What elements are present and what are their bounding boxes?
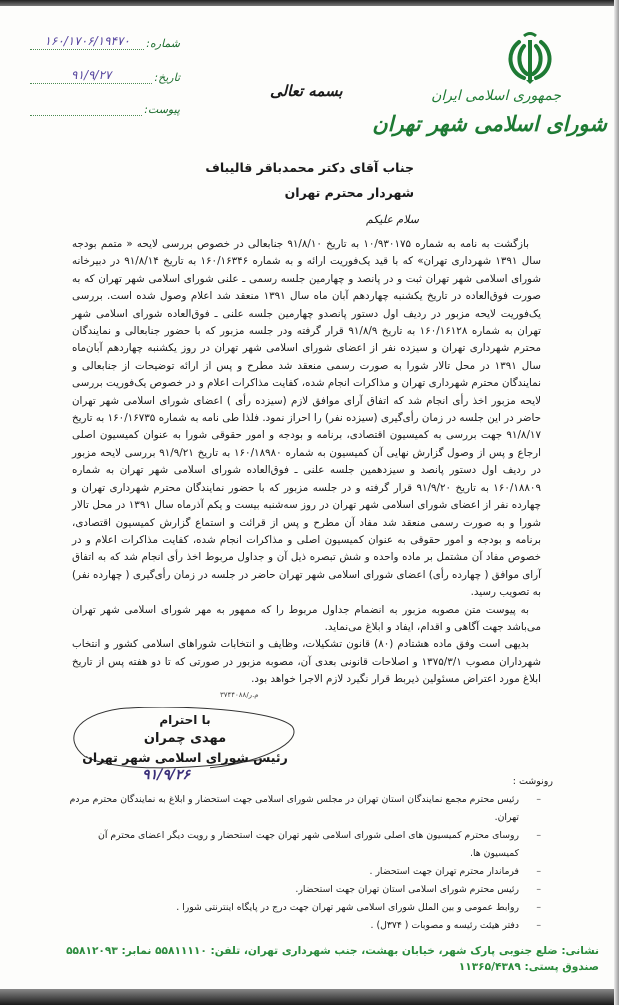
body-paragraph: به پیوست متن مصوبه مزبور به انضمام جداول مربوط را که ممهور به مهر شورای اسلامی شهر تهران می‌باشد جهت آگاهی و اقدام، ایفاد و ابلاغ می‌نماید. <box>72 603 541 633</box>
organization-name: شورای اسلامی شهر تهران <box>372 112 607 136</box>
handwritten-date: ۹۱/۹/۲۶ <box>142 766 190 783</box>
signature-closing: با احترام <box>159 712 211 727</box>
bismillah-heading: بسمه تعالی <box>270 82 343 100</box>
reference-code: م.ر/۳۷۴۴۰۸۸ <box>220 690 259 699</box>
body-paragraph: بدیهی است وفق ماده هشتادم (۸۰) قانون تشکیلات، وظایف و انتخابات شوراهای اسلامی کشور و انتخاب شهرداران مصوب ۱۳۷۵/۳/۱ و اصلاحات قانونی بعدی آن، مصوبه مزبور در صورتی که تا دو هفته پس از تاریخ ابلاغ مورد اعتراض مسئولین ذیربط قرار نگیرد لازم الاجرا خواهد بود. <box>72 638 541 686</box>
greeting: سلام علیکم <box>365 213 419 226</box>
copy-recipient-text: فرماندار محترم تهران جهت استحضار . <box>369 865 519 877</box>
copy-recipient: – روابط عمومی و بین الملل شورای اسلامی شهر تهران جهت درج در پایگاه اینترنتی شورا . <box>60 899 541 917</box>
signature-row <box>60 707 579 787</box>
signature-block <box>60 707 310 787</box>
signatory-name: مهدی چمران <box>143 730 227 746</box>
copy-recipient-text: رئیس محترم مجمع نمایندگان استان تهران در مجلس شورای اسلامی جهت استحضار و ابلاغ به نمایندگان محترم مردم تهران. <box>69 793 519 823</box>
copy-recipient: – دفتر هیئت رئیسه و مصوبات ( ۳۷۴ل) . <box>60 917 541 935</box>
addressee-name: جناب آقای دکتر محمدباقر قالیباف <box>205 160 414 175</box>
attachment-value <box>30 100 142 116</box>
iran-emblem-icon <box>502 28 558 84</box>
letter-body <box>72 236 541 689</box>
copy-recipient-text: رئیس محترم شورای اسلامی استان تهران جهت استحضار. <box>295 883 519 895</box>
copies-list <box>60 791 541 935</box>
copy-recipient: – فرماندار محترم تهران جهت استحضار . <box>60 863 541 881</box>
date-value: ۹۱/۹/۲۷ <box>30 68 152 84</box>
copy-recipient: – رئیس محترم مجمع نمایندگان استان تهران در مجلس شورای اسلامی جهت استحضار و ابلاغ به نمایندگان محترم مردم تهران. <box>60 791 541 827</box>
body-paragraph: بازگشت به نامه به شماره ۱۰/۹۳۰۱۷۵ به تاریخ ۹۱/۸/۱۰ جنابعالی در خصوص بررسی لایحه « متمم بودجه سال ۱۳۹۱ شهرداری تهران» که با قید یک‌فوریت ارائه و به شماره ۱۶۰/۱۶۳۴۶ به تاریخ ۹۱/۸/۱۴ در دبیرخانه شورای اسلامی شهر تهران ثبت و در پانصد و چهارمین جلسه رسمی ـ علنی شورای اسلامی شهر تهران که به صورت فوق‌العاده در تاریخ یکشنبه چهاردهم آبان ماه سال ۱۳۹۱ منعقد شد اعلام وصول شده است. بررسی یک‌فوریت لایحه مزبور در ردیف اول دستور پانصدو چهارمین جلسه علنی ـ فوق‌العاده شورای اسلامی شهر تهران به شماره ۱۶۰/۱۶۱۲۸ به تاریخ ۹۱/۸/۹ قرار گرفته ودر جلسه مزبور که با حضور جنابعالی و نمایندگان محترم شهرداری تهران و سیزده نفر از اعضای شورای اسلامی شهر تهران در روز یکشنبه چهاردهم آبان‌ماه سال ۱۳۹۱ در محل تالار شورا به صورت رسمی منعقد شد مطرح و پس از ارائه توضیحات از جنابعالی و نمایندگان محترم شهرداری تهران و مذاکرات انجام شده، کفایت مذاکرات اعلام و در خصوص یک‌فوریت بررسی لایحه مزبور اخذ رأی انجام شد که اتفاق آرای موافق لازم (سیزده رأی ) اعضای شورای اسلامی شهر تهران حاضر در این جلسه در زمان رأی‌گیری (سیزده نفر) را احراز نمود. فلذا طی نامه به شماره ۱۶۰/۱۶۷۳۵ به تاریخ ۹۱/۸/۱۷ جهت بررسی به کمیسیون اقتصادی، برنامه و بودجه و امور حقوقی شورا به عنوان کمیسیون اصلی ارجاع و پس از وصول گزارش نهایی آن کمیسیون به شماره ۱۶۰/۱۸۹۸۰ به تاریخ ۹۱/۹/۲۱ بررسی لایحه مزبور در ردیف اول دستور پانصد و سیزدهمین جلسه علنی ـ فوق‌العاده شورای اسلامی شهر تهران به شماره ۱۶۰/۱۸۸۰۹ به تاریخ ۹۱/۹/۲۰ قرار گرفته و در جلسه مزبور که با حضور نمایندگان محترم شهرداری تهران و چهارده نفر از اعضای شورای اسلامی شهر تهران در روز سه‌شنبه بیست و یکم آذرماه سال ۱۳۹۱ در محل تالار شورا و به صورت رسمی منعقد شد مفاد آن مطرح و پس از قرائت و استماع گزارش کمیسیون اقتصادی، برنامه و بودجه و امور حقوقی به عنوان کمیسیون اصلی و مذاکرات انجام شده، کفایت مذاکرات اعلام و در خصوص مفاد آن مشتمل بر ماده واحده و شش تبصره ذیل آن و جداول مربوط اخذ رأی انجام شد که به اتفاق آرای موافق ( چهارده رأی) اعضای شورای اسلامی شهر تهران حاضر در جلسه در زمان رأی‌گیری ( چهارده نفر) به تصویب رسید. <box>72 238 542 599</box>
country-name: جمهوری اسلامی ایران <box>431 88 561 104</box>
letter-date-field <box>30 66 180 84</box>
attachment-field <box>30 98 180 116</box>
letterhead <box>0 0 619 236</box>
scan-edge-bottom <box>0 989 619 1005</box>
copy-recipient: – روسای محترم کمیسیون های اصلی شورای اسلامی شهر تهران جهت استحضار و رویت دیگر اعضای محترم آن کمیسیون ها. <box>60 827 541 863</box>
copy-recipient: – رئیس محترم شورای اسلامی استان تهران جهت استحضار. <box>60 881 541 899</box>
signatory-position: رئیس شورای اسلامی شهر تهران <box>82 749 288 765</box>
copy-recipient-text: روسای محترم کمیسیون های اصلی شورای اسلامی شهر تهران جهت استحضار و رویت دیگر اعضای محترم آن کمیسیون ها. <box>98 829 519 859</box>
copies-label: رونوشت : <box>512 775 553 787</box>
letter-number-field <box>30 32 180 50</box>
number-value: ۱۶۰/۱۷۰۶/۱۹۴۷۰ <box>30 34 144 50</box>
addressee-title: شهردار محترم تهران <box>284 185 414 200</box>
footer-address: نشانی: ضلع جنوبی پارک شهر، خیابان بهشت، جنب شهرداری تهران، تلفن: ۵۵۸۱۱۱۱۰ نمابر: ۵۵۸۱۲۰۹۳ صندوق پستی: ۱۱۳۶۵/۴۳۸۹ <box>66 944 599 973</box>
attachment-label: پیوست: <box>144 103 180 116</box>
number-label: شماره: <box>146 37 180 50</box>
copy-recipient-text: روابط عمومی و بین الملل شورای اسلامی شهر تهران جهت درج در پایگاه اینترنتی شورا . <box>176 901 519 913</box>
date-label: تاریخ: <box>154 71 180 84</box>
copy-recipient-text: دفتر هیئت رئیسه و مصوبات ( ۳۷۴ل) . <box>370 919 519 931</box>
letter-content <box>60 236 599 975</box>
